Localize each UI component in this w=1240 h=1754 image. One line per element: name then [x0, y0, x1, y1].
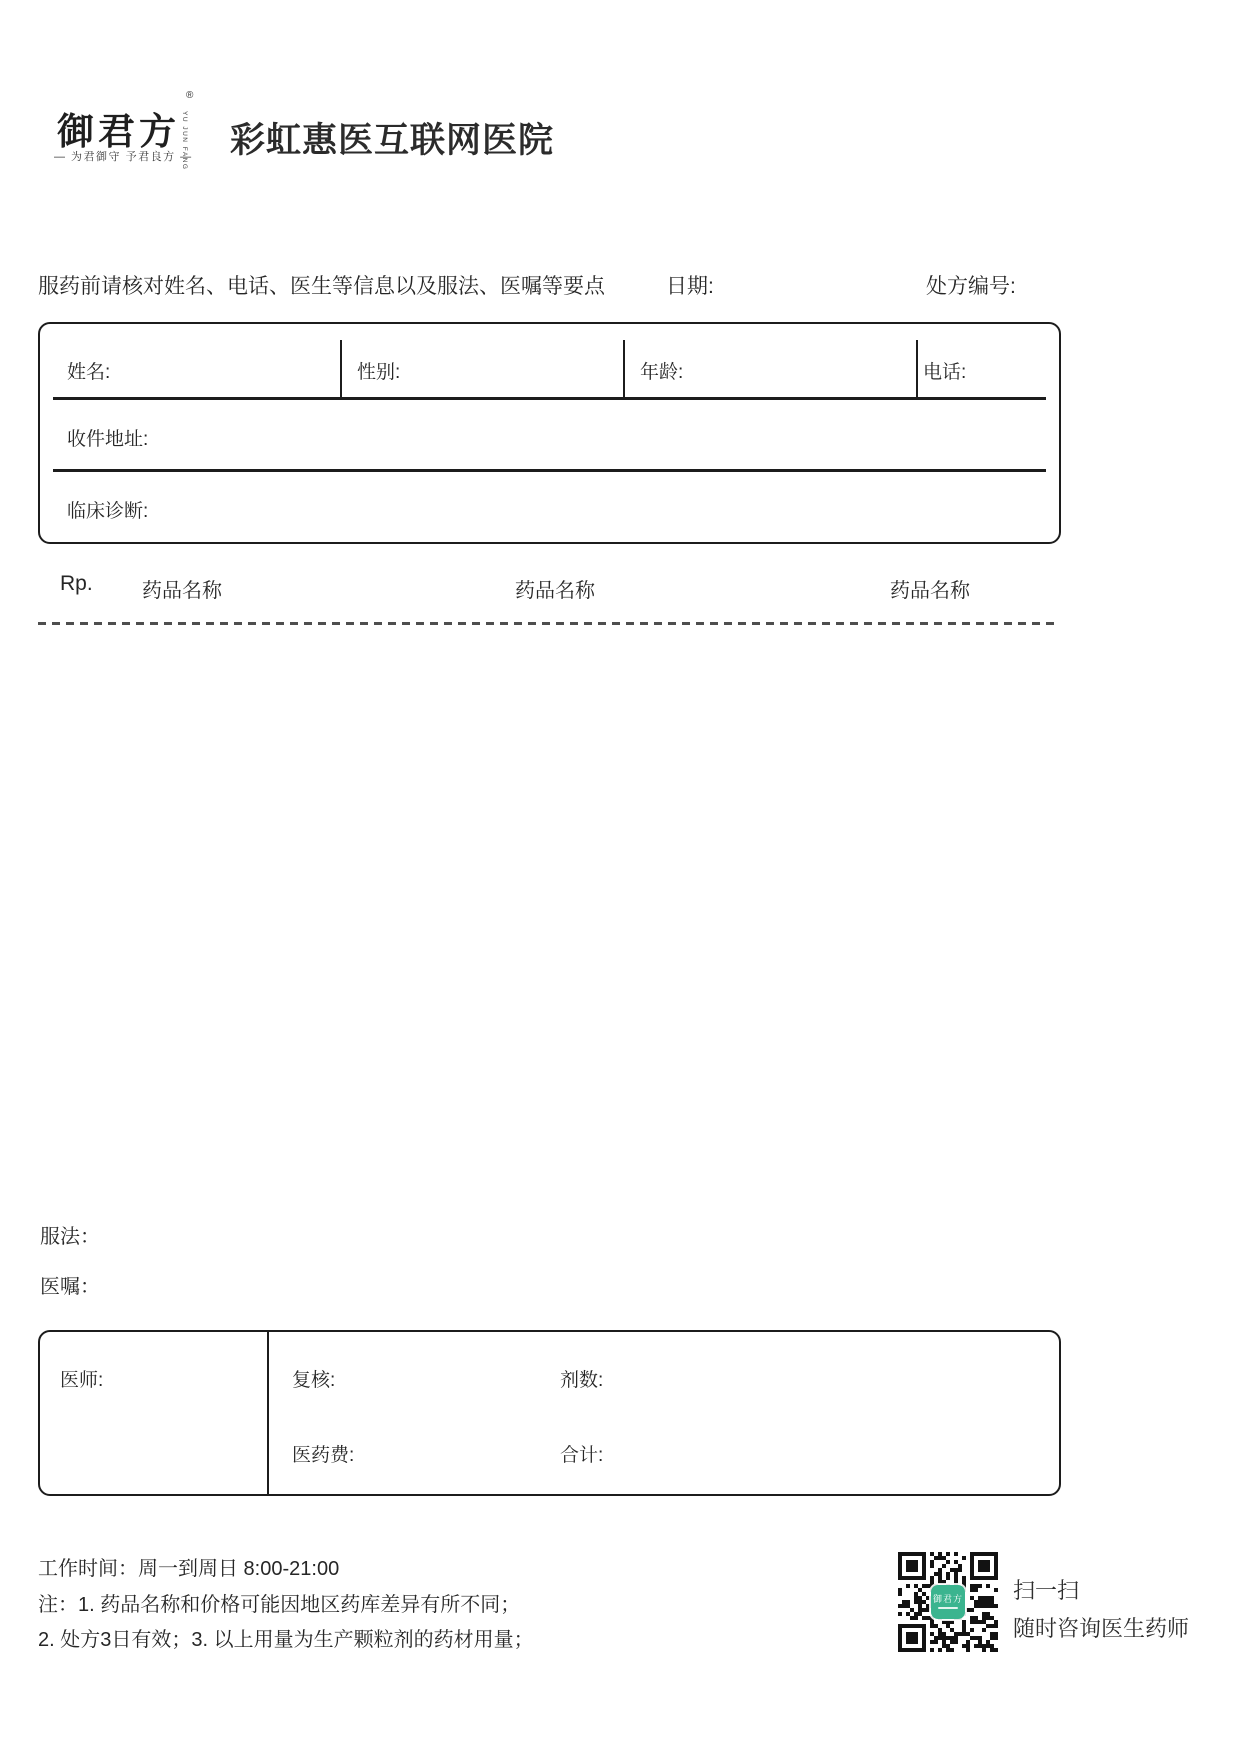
- prescription-number-label: 处方编号:: [926, 275, 1016, 298]
- diagnosis-field-label: 临床诊断:: [67, 501, 149, 522]
- drug-name-column-header: 药品名称: [142, 580, 222, 602]
- column-divider: [340, 340, 342, 397]
- column-divider: [916, 340, 918, 397]
- drug-name-column-header: 药品名称: [515, 580, 595, 602]
- patient-info-box: [38, 322, 1061, 544]
- row-divider: [53, 397, 1046, 400]
- doctor-advice-label: 医嘱：: [40, 1276, 100, 1298]
- brand-tagline: — 为君御守 予君良方 —: [54, 151, 193, 163]
- age-field-label: 年龄:: [640, 362, 684, 383]
- drug-name-column-header: 药品名称: [890, 580, 970, 602]
- qr-center-decor: [938, 1607, 958, 1609]
- review-field-label: 复核:: [292, 1370, 336, 1391]
- brand-logo: 御君方: [57, 109, 180, 153]
- date-label: 日期:: [666, 275, 714, 298]
- working-hours: 工作时间：周一到周日 8:00-21:00: [38, 1558, 340, 1580]
- usage-method-label: 服法：: [40, 1226, 100, 1248]
- scan-prompt: 扫一扫: [1013, 1578, 1080, 1603]
- hospital-name: 彩虹惠医互联网医院: [230, 121, 555, 160]
- gender-field-label: 性别:: [357, 362, 401, 383]
- dashed-separator: [38, 622, 1057, 625]
- rp-label: Rp.: [60, 572, 93, 595]
- scan-subtitle: 随时咨询医生药师: [1013, 1616, 1190, 1641]
- signature-fee-box: [38, 1330, 1061, 1496]
- footer-note-2: 2. 处方3日有效；3. 以上用量为生产颗粒剂的药材用量；: [38, 1629, 534, 1651]
- brand-logo-pinyin: YU JUN FANG: [181, 111, 188, 171]
- registered-trademark-icon: ®: [186, 90, 194, 101]
- column-divider: [267, 1331, 269, 1495]
- row-divider: [53, 469, 1046, 472]
- footer-note-1: 注：1. 药品名称和价格可能因地区药库差异有所不同；: [38, 1594, 521, 1616]
- total-field-label: 合计:: [560, 1445, 604, 1466]
- phone-field-label: 电话:: [923, 362, 967, 383]
- qr-code: [898, 1552, 998, 1652]
- verification-notice: 服药前请核对姓名、电话、医生等信息以及服法、医嘱等要点: [38, 275, 605, 298]
- fee-field-label: 医药费:: [292, 1445, 355, 1466]
- address-field-label: 收件地址:: [67, 429, 149, 450]
- name-field-label: 姓名:: [67, 362, 111, 383]
- qr-center-brand-text: 御君方: [932, 1594, 963, 1604]
- qr-center-logo: [931, 1585, 965, 1619]
- column-divider: [623, 340, 625, 397]
- physician-field-label: 医师:: [60, 1370, 104, 1391]
- doses-field-label: 剂数:: [560, 1370, 604, 1391]
